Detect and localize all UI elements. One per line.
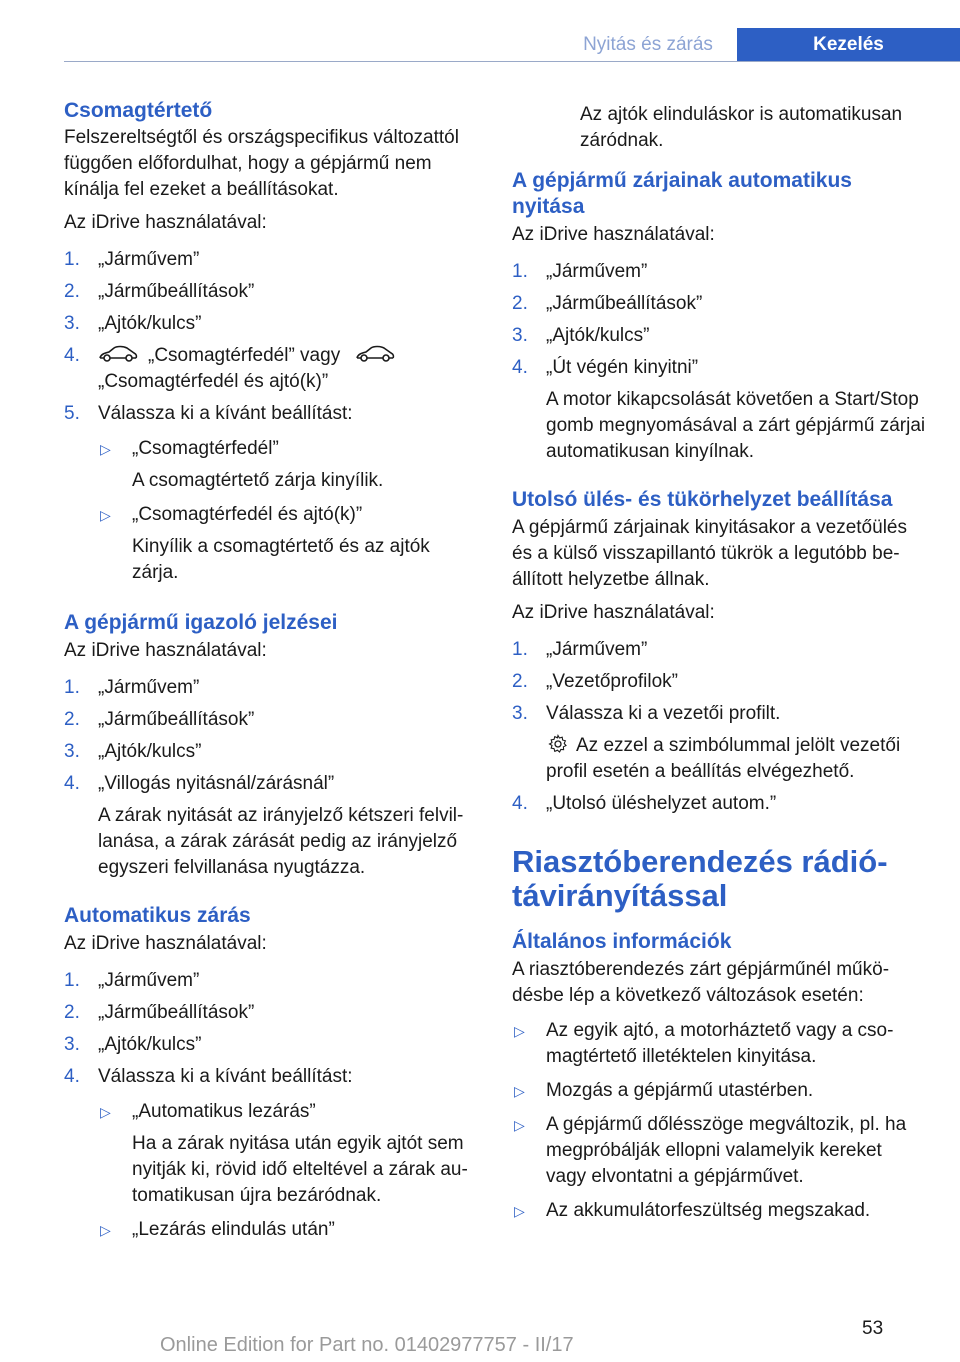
step-text: „Járművem” — [98, 677, 200, 698]
list-item — [512, 259, 927, 285]
step-text: Válassza ki a vezetői profilt. — [546, 703, 781, 724]
list-number: 2. — [64, 1002, 80, 1023]
step-text: „Járművem” — [98, 249, 200, 270]
step-text: Válassza ki a kívánt beállítást: — [98, 1066, 353, 1087]
steps-list — [64, 675, 479, 881]
list-item — [64, 968, 479, 994]
idrive-instruction: Az iDrive használatával: — [64, 640, 267, 661]
option-label: „Csomagtérfedél és ajtó(k)” — [132, 504, 363, 525]
car-trunk-doors-icon — [355, 343, 395, 365]
list-number: 4. — [64, 345, 80, 366]
triangle-bullet-icon: ▷ — [100, 507, 111, 523]
list-item — [512, 669, 927, 695]
list-item — [64, 311, 479, 337]
option-item — [98, 502, 479, 586]
option-label: „Csomagtérfedél” — [132, 438, 279, 459]
option-description: A csomagtértető zárja kinyílik. — [132, 470, 384, 491]
list-number: 2. — [64, 281, 80, 302]
idrive-instruction: Az iDrive használatával: — [64, 933, 267, 954]
option-item — [98, 436, 479, 494]
bullet-text: Mozgás a gépjármű utastérben. — [546, 1080, 814, 1101]
gear-icon — [548, 734, 568, 754]
list-number: 2. — [64, 709, 80, 730]
triangle-bullet-icon: ▷ — [100, 1222, 111, 1238]
list-item — [64, 1064, 479, 1243]
step-text: „Csomagtérfedél” vagy — [148, 345, 341, 366]
steps-list — [64, 247, 479, 586]
steps-list — [512, 259, 927, 465]
car-trunk-icon — [98, 343, 138, 365]
step-text: „Villogás nyitásnál/zárásnál” — [98, 773, 335, 794]
list-item — [512, 1112, 927, 1190]
step-text: „Utolsó üléshelyzet autom.” — [546, 793, 777, 814]
section-heading-auto-lock: Automatikus zárás — [64, 904, 251, 927]
steps-list — [512, 637, 927, 817]
triangle-bullet-icon: ▷ — [514, 1023, 525, 1039]
step-text: „Ajtók/kulcs” — [98, 313, 202, 334]
option-description: Kinyílik a csomagtértető és az ajtók zárja. — [132, 536, 430, 583]
list-number: 1. — [64, 249, 80, 270]
option-description: Ha a zárak nyitása után egyik ajtót sem nyitják ki, rövid idő elteltével a zárak automatikusan újra bezáródnak. — [132, 1133, 468, 1206]
triangle-bullet-icon: ▷ — [100, 1104, 111, 1120]
triangle-bullet-icon: ▷ — [100, 441, 111, 457]
alarm-trigger-list — [512, 1018, 927, 1224]
section-intro: A riasztóberendezés zárt gépjárműnél működésbe lép a következő változások esetén: — [512, 959, 890, 1006]
step-text: „Járműbeállítások” — [98, 281, 255, 302]
section-heading-general-info: Általános információk — [512, 930, 732, 953]
list-item — [64, 343, 479, 395]
step-text: „Járművem” — [98, 970, 200, 991]
continued-text: Az ajtók elinduláskor is automatikusan záródnak. — [580, 104, 903, 151]
list-number: 5. — [64, 403, 80, 424]
list-item — [512, 1078, 927, 1104]
list-number: 3. — [64, 741, 80, 762]
list-item — [64, 1032, 479, 1058]
step-description: A zárak nyitását az irányjelző kétszeri felvillanása, a zárak zárását pedig az irányjelző egyszeri felvillanása nyugtázza. — [98, 805, 464, 878]
header-divider — [64, 61, 960, 62]
section-heading-trunk-lid: Csomagtértető — [64, 99, 213, 122]
option-item — [98, 1099, 479, 1209]
list-item — [512, 791, 927, 817]
list-number: 2. — [512, 671, 528, 692]
idrive-instruction: Az iDrive használatával: — [512, 224, 715, 245]
idrive-instruction: Az iDrive használatával: — [512, 602, 715, 623]
list-item — [64, 739, 479, 765]
list-item — [64, 675, 479, 701]
step-text: „Ajtók/kulcs” — [98, 1034, 202, 1055]
right-column — [512, 102, 927, 1232]
section-heading-seat-mirror: Utolsó ülés- és tükörhelyzet beállítása — [512, 488, 893, 511]
step-text: Válassza ki a kívánt beállítást: — [98, 403, 353, 424]
step-description: A motor kikapcsolását követően a Start/Stop gomb megnyomásával a zárt gépjármű zárjai automatikusan kinyílnak. — [546, 389, 926, 462]
step-text: „Járműbeállítások” — [98, 709, 255, 730]
option-label: „Automatikus lezárás” — [132, 1101, 316, 1122]
steps-list — [64, 968, 479, 1243]
list-number: 4. — [512, 793, 528, 814]
list-number: 4. — [512, 357, 528, 378]
list-number: 3. — [64, 1034, 80, 1055]
step-text: „Járműbeállítások” — [98, 1002, 255, 1023]
list-number: 3. — [64, 313, 80, 334]
step-text: „Ajtók/kulcs” — [98, 741, 202, 762]
list-number: 4. — [64, 1066, 80, 1087]
step-text: „Járműbeállítások” — [546, 293, 703, 314]
list-number: 3. — [512, 325, 528, 346]
header-chapter-tab: Kezelés — [737, 28, 960, 62]
list-number: 2. — [512, 293, 528, 314]
options-list — [98, 436, 479, 586]
list-number: 1. — [512, 639, 528, 660]
bullet-text: Az akkumulátorfeszültség megszakad. — [546, 1200, 871, 1221]
list-item — [512, 323, 927, 349]
list-number: 1. — [512, 261, 528, 282]
header-section-label: Nyitás és zárás — [583, 34, 713, 55]
bullet-text: A gépjármű dőlésszöge megváltozik, pl. ha megpróbálják ellopni valamelyik kereket vagy elvontatni a gépjárművet. — [546, 1114, 907, 1187]
left-column — [64, 98, 479, 1251]
step-text: „Vezetőprofilok” — [546, 671, 679, 692]
list-item — [512, 637, 927, 663]
list-item — [512, 701, 927, 785]
list-number: 1. — [64, 970, 80, 991]
list-item — [64, 1000, 479, 1026]
step-text-continued: „Csomagtérfedél és ajtó(k)” — [98, 371, 329, 392]
step-note — [546, 733, 927, 785]
triangle-bullet-icon: ▷ — [514, 1083, 525, 1099]
bullet-text: Az egyik ajtó, a motorháztető vagy a csomagtértető illetéktelen kinyitása. — [546, 1020, 894, 1067]
list-number: 4. — [64, 773, 80, 794]
list-item — [512, 1018, 927, 1070]
option-label: „Lezárás elindulás után” — [132, 1219, 335, 1240]
section-intro: A gépjármű zárjainak kinyitásakor a vezetőülés és a külső visszapillantó tükrök a legutóbb beállított helyzetbe állnak. — [512, 517, 907, 590]
triangle-bullet-icon: ▷ — [514, 1117, 525, 1133]
triangle-bullet-icon: ▷ — [514, 1203, 525, 1219]
note-text: Az ezzel a szimbólummal jelölt vezetői profil esetén a beállítás elvégezhető. — [546, 735, 901, 782]
footer-edition: Online Edition for Part no. 01402977757 - II/17 — [160, 1334, 574, 1356]
step-text: „Ajtók/kulcs” — [546, 325, 650, 346]
list-item — [512, 355, 927, 465]
list-item — [64, 279, 479, 305]
step-text: „Út végén kinyitni” — [546, 357, 699, 378]
list-item — [64, 707, 479, 733]
section-heading-confirmation: A gépjármű igazoló jelzései — [64, 611, 338, 634]
option-item — [98, 1217, 479, 1243]
step-text: „Járművem” — [546, 261, 648, 282]
step-text: „Járművem” — [546, 639, 648, 660]
section-heading-auto-unlock: A gépjármű zárjainak automatikus nyitása — [512, 169, 852, 218]
list-item — [64, 771, 479, 881]
list-number: 1. — [64, 677, 80, 698]
list-item — [64, 401, 479, 586]
options-list — [98, 1099, 479, 1243]
list-item — [512, 1198, 927, 1224]
chapter-heading-alarm: Riasztóberendezés rádiótávirányítással — [512, 844, 888, 913]
list-item — [64, 247, 479, 273]
idrive-instruction: Az iDrive használatával: — [64, 212, 267, 233]
list-item — [512, 291, 927, 317]
section-intro: Felszereltségtől és országspecifikus változattól függően előfordulhat, hogy a gépjármű nem kínálja fel ezeket a beállításokat. — [64, 127, 459, 200]
page-number: 53 — [862, 1318, 884, 1339]
list-number: 3. — [512, 703, 528, 724]
